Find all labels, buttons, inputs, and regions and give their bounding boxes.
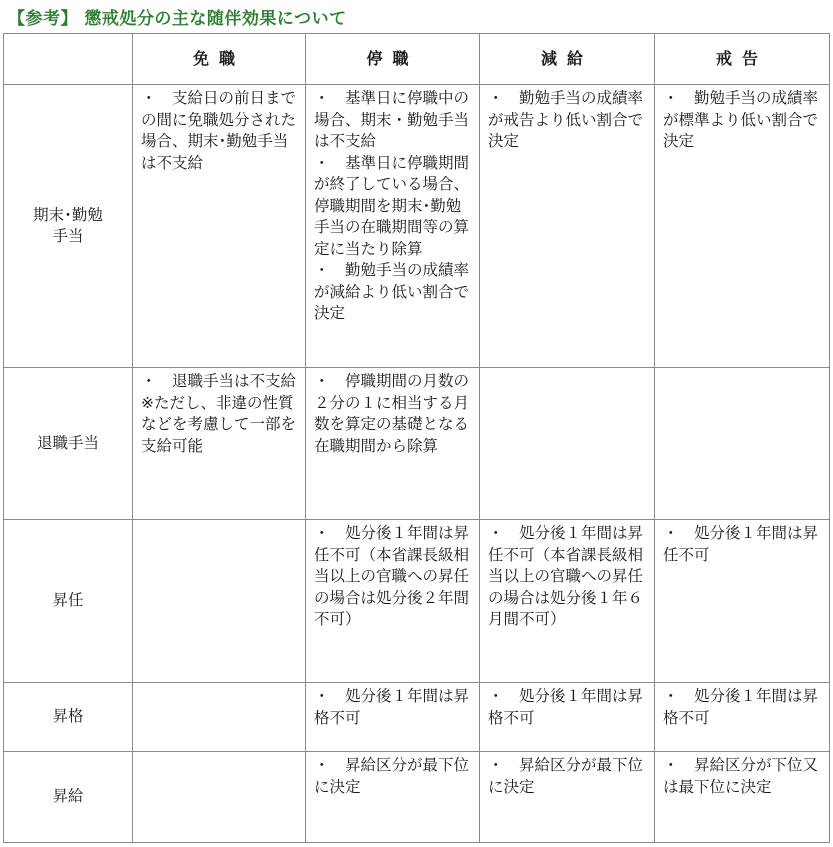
cell-promotion-reprimand: [655, 520, 830, 683]
header-row: [4, 34, 830, 85]
row-label-promotion: 昇任: [4, 520, 133, 683]
cell-promotion-dismissal: [133, 520, 306, 683]
row-label-bonus: 期末･勤勉 手当: [4, 85, 133, 368]
cell-grade-promotion-pay-cut: [480, 683, 655, 752]
cell-item: ・ 勤勉手当の成績率が減給より低い割合で決定: [314, 261, 470, 322]
cell-pay-raise-dismissal: [133, 752, 306, 843]
cell-item: ・ 昇給区分が最下位に決定: [314, 756, 470, 796]
cell-promotion-pay-cut: [480, 520, 655, 683]
cell-item: ・ 支給日の前日までの間に免職処分された場合、期末･勤勉手当は不支給: [141, 89, 297, 172]
cell-item: ・ 退職手当は不支給: [141, 372, 297, 390]
cell-item: ・ 処分後１年間は昇格不可: [314, 687, 470, 727]
cell-item: ・ 基準日に停職期間が終了している場合、停職期間を期末･勤勉手当の在職期間等の算定に当たり除算: [314, 153, 470, 258]
penalty-effects-table: [3, 33, 830, 843]
cell-item: ・ 処分後１年間は昇格不可: [663, 687, 819, 727]
cell-bonus-reprimand: [655, 85, 830, 368]
header-reprimand: 戒告: [655, 34, 830, 85]
cell-item: ・ 勤勉手当の成績率が戒告より低い割合で決定: [488, 89, 644, 150]
table-row-grade-promotion: [4, 683, 830, 752]
row-label-grade-promotion: 昇格: [4, 683, 133, 752]
cell-item: ・ 勤勉手当の成績率が標準より低い割合で決定: [663, 89, 819, 150]
cell-item: ・ 処分後１年間は昇任不可（本省課長級相当以上の官職への昇任の場合は処分後１年６月間不可）: [488, 524, 644, 628]
cell-item: ・ 処分後１年間は昇格不可: [488, 687, 644, 727]
cell-promotion-suspension: [306, 520, 480, 683]
cell-grade-promotion-dismissal: [133, 683, 306, 752]
cell-item: ・ 昇給区分が最下位に決定: [488, 756, 644, 796]
row-label-retirement-allowance: 退職手当: [4, 368, 133, 520]
cell-bonus-pay-cut: [480, 85, 655, 368]
cell-item: ・ 処分後１年間は昇任不可: [663, 524, 819, 564]
cell-pay-raise-reprimand: [655, 752, 830, 843]
cell-bonus-dismissal: [133, 85, 306, 368]
header-dismissal: 免職: [133, 34, 306, 85]
header-suspension: 停職: [306, 34, 480, 85]
cell-grade-promotion-suspension: [306, 683, 480, 752]
cell-item: ・ 処分後１年間は昇任不可（本省課長級相当以上の官職への昇任の場合は処分後２年間不可）: [314, 524, 470, 628]
cell-pay-raise-suspension: [306, 752, 480, 843]
page-title: 【参考】 懲戒処分の主な随伴効果について: [8, 9, 347, 29]
cell-item: ※ただし、非違の性質などを考慮して一部を支給可能: [141, 393, 297, 455]
row-label-pay-raise: 昇給: [4, 752, 133, 843]
table-row-bonus: [4, 85, 830, 368]
cell-pay-raise-pay-cut: [480, 752, 655, 843]
cell-retirement-allowance-suspension: [306, 368, 480, 520]
cell-bonus-suspension: [306, 85, 480, 368]
cell-item: ・ 昇給区分が下位又は最下位に決定: [663, 756, 819, 796]
cell-grade-promotion-reprimand: [655, 683, 830, 752]
cell-retirement-allowance-pay-cut: [480, 368, 655, 520]
table-row-retirement-allowance: [4, 368, 830, 520]
header-corner: [4, 34, 133, 85]
cell-retirement-allowance-reprimand: [655, 368, 830, 520]
cell-retirement-allowance-dismissal: [133, 368, 306, 520]
table-row-promotion: [4, 520, 830, 683]
header-pay-cut: 減給: [480, 34, 655, 85]
cell-item: ・ 基準日に停職中の場合、期末・勤勉手当は不支給: [314, 89, 470, 150]
table-row-pay-raise: [4, 752, 830, 843]
cell-item: ・ 停職期間の月数の２分の１に相当する月数を算定の基礎となる在職期間から除算: [314, 372, 470, 455]
